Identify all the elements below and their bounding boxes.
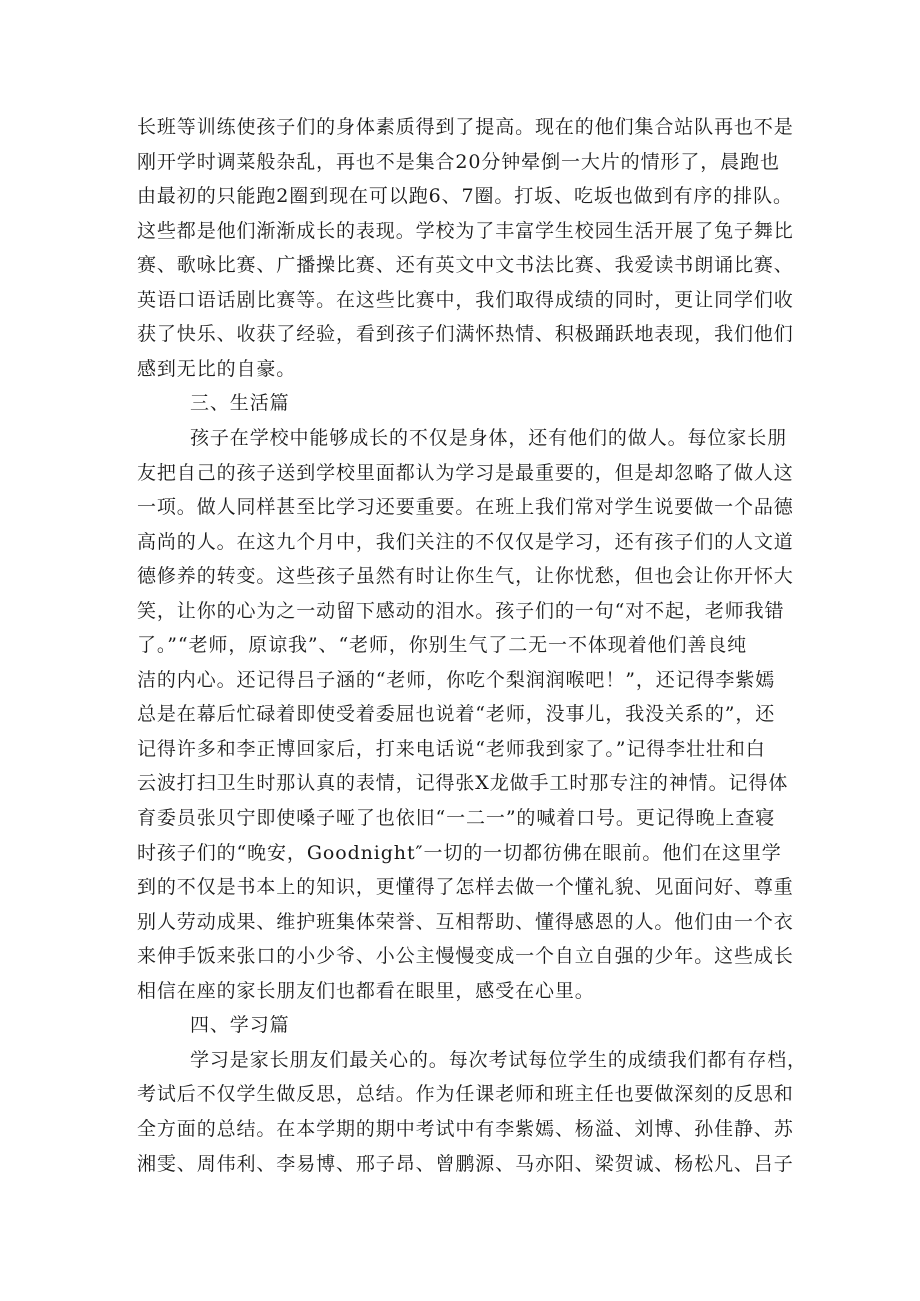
paragraph-line: 相信在座的家长朋友们也都看在眼里，感受在心里。: [137, 979, 595, 1002]
paragraph-line: 了。”“老师，原谅我”、“老师，你别生气了二无一不体现着他们善良纯: [137, 634, 748, 657]
paragraph-line: 考试后不仅学生做反思，总结。作为任课老师和班主任也要做深刻的反思和: [137, 1083, 794, 1106]
paragraph-line-indented: 学习是家长朋友们最关心的。每次考试每位学生的成绩我们都有存档，: [190, 1048, 807, 1071]
paragraph-line: 这些都是他们渐渐成长的表现。学校为了丰富学生校园生活开展了兔子舞比: [137, 219, 794, 242]
paragraph-line: 高尚的人。在这九个月中，我们关注的不仅仅是学习，还有孩子们的人文道: [137, 530, 794, 553]
paragraph-line: 育委员张贝宁即使嗓子哑了也依旧“一二一”的喊着口号。更记得晚上查寝: [137, 807, 776, 829]
paragraph-line: 洁的内心。还记得吕子涵的“老师，你吃个梨润润喉吧！”，还记得李紫嫣: [137, 668, 776, 691]
paragraph-line: 赛、歌咏比赛、广播操比赛、还有英文中文书法比赛、我爱读书朗诵比赛、: [137, 254, 794, 277]
paragraph-line: 笑，让你的心为之一动留下感动的泪水。孩子们的一句“对不起，老师我错: [137, 599, 785, 622]
paragraph-line: 由最初的只能跑2圈到现在可以跑6、7圈。打坂、吃坂也做到有序的排队。: [137, 185, 793, 208]
paragraph-line-indented: 四、学习篇: [190, 1014, 290, 1037]
paragraph-line: 时孩子们的“晚安，Goodnight″一切的一切都彷佛在眼前。他们在这里学: [137, 841, 782, 864]
paragraph-line: 获了快乐、收获了经验，看到孩子们满怀热情、积极踊跃地表现，我们他们: [137, 323, 794, 346]
paragraph-line-indented: 三、生活篇: [190, 392, 290, 415]
paragraph-line: 长班等训练使孩子们的身体素质得到了提高。现在的他们集合站队再也不是: [137, 116, 794, 138]
paragraph-line: 总是在幕后忙碌着即使受着委屈也说着“老师，没事儿，我没关系的”，还: [137, 703, 776, 726]
paragraph-line: 英语口语话剧比赛等。在这些比赛中，我们取得成绩的同时，更让同学们收: [137, 288, 794, 311]
paragraph-line: 记得许多和李正博回家后，打来电话说“老师我到家了。”记得李壮壮和白: [137, 737, 766, 760]
paragraph-line-indented: 孩子在学校中能够成长的不仅是身体，还有他们的做人。每位家长朋: [190, 426, 788, 449]
paragraph-line: 刚开学时调菜般杂乱，再也不是集合20分钟晕倒一大片的情形了，晨跑也: [137, 150, 780, 173]
paragraph-line: 友把自己的孩子送到学校里面都认为学习是最重要的，但是却忽略了做人这: [137, 461, 794, 484]
paragraph-line: 到的不仅是书本上的知识，更懂得了怎样去做一个懂礼貌、见面问好、尊重: [137, 876, 794, 899]
paragraph-line: 别人劳动成果、维护班集体荣誉、互相帮助、懂得感恩的人。他们由一个衣: [137, 910, 794, 933]
paragraph-line: 德修养的转变。这些孩子虽然有时让你生气，让你忧愁，但也会让你开怀大: [137, 565, 794, 588]
paragraph-line: 来伸手饭来张口的小少爷、小公主慢慢变成一个自立自强的少年。这些成长: [137, 945, 794, 968]
paragraph-line: 云波打扫卫生时那认真的表情，记得张X龙做手工时那专注的神情。记得体: [137, 772, 789, 795]
paragraph-line: 全方面的总结。在本学期的期中考试中有李紫嫣、杨溢、刘博、孙佳静、苏: [137, 1117, 794, 1140]
paragraph-line: 感到无比的自豪。: [137, 357, 297, 380]
paragraph-line: 一项。做人同样甚至比学习还要重要。在班上我们常对学生说要做一个品德: [137, 496, 794, 519]
paragraph-line: 湘雯、周伟利、李易博、邢子昂、曾鹏源、马亦阳、梁贺诚、杨松凡、吕子: [137, 1152, 794, 1175]
